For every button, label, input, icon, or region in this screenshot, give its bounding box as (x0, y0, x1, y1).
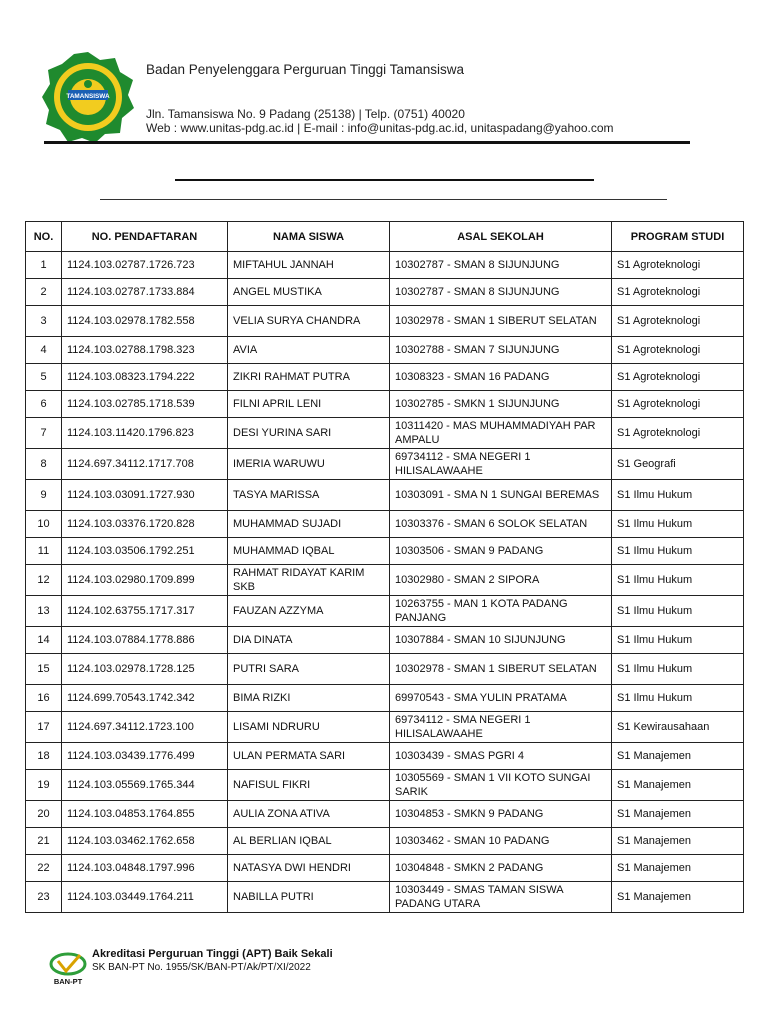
cell-student-name: MUHAMMAD IQBAL (228, 538, 390, 565)
cell-school: 10302978 - SMAN 1 SIBERUT SELATAN (390, 654, 612, 685)
table-row (26, 855, 744, 882)
column-header-no: NO. (26, 222, 62, 252)
cell-registration-number: 1124.103.03439.1776.499 (62, 743, 228, 770)
cell-student-name: LISAMI NDRURU (228, 712, 390, 743)
cell-no: 3 (26, 306, 62, 337)
cell-no: 2 (26, 279, 62, 306)
cell-registration-number: 1124.103.04848.1797.996 (62, 855, 228, 882)
cell-student-name: ANGEL MUSTIKA (228, 279, 390, 306)
column-header-name: NAMA SISWA (228, 222, 390, 252)
cell-registration-number: 1124.103.03091.1727.930 (62, 480, 228, 511)
title-rule-top (175, 179, 594, 181)
web-email-line: Web : www.unitas-pdg.ac.id | E-mail : info@unitas-pdg.ac.id, unitaspadang@yahoo.com (146, 121, 614, 135)
cell-program: S1 Ilmu Hukum (612, 654, 744, 685)
table-row (26, 337, 744, 364)
cell-registration-number: 1124.103.05569.1765.344 (62, 770, 228, 801)
cell-no: 6 (26, 391, 62, 418)
cell-no: 21 (26, 828, 62, 855)
cell-no: 12 (26, 565, 62, 596)
cell-student-name: MIFTAHUL JANNAH (228, 252, 390, 279)
cell-no: 11 (26, 538, 62, 565)
cell-program: S1 Manajemen (612, 882, 744, 913)
cell-program: S1 Agroteknologi (612, 252, 744, 279)
cell-no: 17 (26, 712, 62, 743)
decree-text: SK BAN-PT No. 1955/SK/BAN-PT/Ak/PT/XI/2022 (92, 962, 311, 973)
table-row (26, 654, 744, 685)
cell-program: S1 Agroteknologi (612, 391, 744, 418)
organization-name: Badan Penyelenggara Perguruan Tinggi Tamansiswa (146, 62, 464, 77)
cell-program: S1 Geografi (612, 449, 744, 480)
cell-registration-number: 1124.103.03376.1720.828 (62, 511, 228, 538)
cell-no: 5 (26, 364, 62, 391)
cell-registration-number: 1124.103.03462.1762.658 (62, 828, 228, 855)
table-row (26, 418, 744, 449)
cell-no: 14 (26, 627, 62, 654)
cell-school: 10304848 - SMKN 2 PADANG (390, 855, 612, 882)
cell-student-name: AVIA (228, 337, 390, 364)
table-row (26, 279, 744, 306)
table-row (26, 565, 744, 596)
cell-program: S1 Ilmu Hukum (612, 596, 744, 627)
cell-registration-number: 1124.103.02978.1728.125 (62, 654, 228, 685)
cell-student-name: ULAN PERMATA SARI (228, 743, 390, 770)
cell-student-name: NABILLA PUTRI (228, 882, 390, 913)
cell-registration-number: 1124.103.07884.1778.886 (62, 627, 228, 654)
cell-no: 1 (26, 252, 62, 279)
cell-school: 10303091 - SMA N 1 SUNGAI BEREMAS (390, 480, 612, 511)
table-row (26, 882, 744, 913)
cell-no: 22 (26, 855, 62, 882)
cell-school: 10302787 - SMAN 8 SIJUNJUNG (390, 252, 612, 279)
cell-registration-number: 1124.697.34112.1723.100 (62, 712, 228, 743)
column-header-program: PROGRAM STUDI (612, 222, 744, 252)
cell-program: S1 Manajemen (612, 743, 744, 770)
cell-program: S1 Agroteknologi (612, 337, 744, 364)
cell-program: S1 Ilmu Hukum (612, 685, 744, 712)
cell-no: 9 (26, 480, 62, 511)
table-row (26, 538, 744, 565)
table-row (26, 511, 744, 538)
tamansiswa-logo (40, 50, 136, 144)
column-header-school: ASAL SEKOLAH (390, 222, 612, 252)
cell-school: 10302980 - SMAN 2 SIPORA (390, 565, 612, 596)
header-divider (44, 141, 690, 144)
cell-school: 10304853 - SMKN 9 PADANG (390, 801, 612, 828)
cell-program: S1 Agroteknologi (612, 279, 744, 306)
cell-program: S1 Agroteknologi (612, 418, 744, 449)
cell-program: S1 Ilmu Hukum (612, 565, 744, 596)
cell-no: 10 (26, 511, 62, 538)
cell-student-name: TASYA MARISSA (228, 480, 390, 511)
cell-no: 7 (26, 418, 62, 449)
cell-program: S1 Agroteknologi (612, 364, 744, 391)
cell-no: 19 (26, 770, 62, 801)
table-row (26, 743, 744, 770)
cell-school: 10302788 - SMAN 7 SIJUNJUNG (390, 337, 612, 364)
cell-student-name: PUTRI SARA (228, 654, 390, 685)
cell-student-name: FAUZAN AZZYMA (228, 596, 390, 627)
cell-student-name: DESI YURINA SARI (228, 418, 390, 449)
cell-registration-number: 1124.103.03506.1792.251 (62, 538, 228, 565)
cell-school: 10303449 - SMAS TAMAN SISWA PADANG UTARA (390, 882, 612, 913)
cell-school: 10311420 - MAS MUHAMMADIYAH PAR AMPALU (390, 418, 612, 449)
cell-registration-number: 1124.103.02787.1726.723 (62, 252, 228, 279)
cell-no: 23 (26, 882, 62, 913)
table-row (26, 685, 744, 712)
cell-no: 15 (26, 654, 62, 685)
cell-registration-number: 1124.103.02978.1782.558 (62, 306, 228, 337)
cell-student-name: FILNI APRIL LENI (228, 391, 390, 418)
ban-pt-logo (48, 951, 88, 987)
accreditation-text: Akreditasi Perguruan Tinggi (APT) Baik Sekali (92, 948, 333, 960)
cell-school: 10303376 - SMAN 6 SOLOK SELATAN (390, 511, 612, 538)
title-rule-bottom (100, 199, 667, 200)
cell-registration-number: 1124.103.02788.1798.323 (62, 337, 228, 364)
cell-registration-number: 1124.103.02787.1733.884 (62, 279, 228, 306)
cell-student-name: ZIKRI RAHMAT PUTRA (228, 364, 390, 391)
svg-text:TAMANSISWA: TAMANSISWA (66, 93, 110, 100)
cell-program: S1 Manajemen (612, 770, 744, 801)
table-row (26, 480, 744, 511)
table-row (26, 306, 744, 337)
cell-school: 10302787 - SMAN 8 SIJUNJUNG (390, 279, 612, 306)
cell-school: 10303506 - SMAN 9 PADANG (390, 538, 612, 565)
table-row (26, 828, 744, 855)
cell-registration-number: 1124.103.11420.1796.823 (62, 418, 228, 449)
cell-student-name: AULIA ZONA ATIVA (228, 801, 390, 828)
cell-registration-number: 1124.697.34112.1717.708 (62, 449, 228, 480)
table-row (26, 391, 744, 418)
table-row (26, 770, 744, 801)
cell-school: 10263755 - MAN 1 KOTA PADANG PANJANG (390, 596, 612, 627)
cell-program: S1 Ilmu Hukum (612, 538, 744, 565)
address-line: Jln. Tamansiswa No. 9 Padang (25138) | Telp. (0751) 40020 (146, 107, 465, 121)
cell-school: 10307884 - SMAN 10 SIJUNJUNG (390, 627, 612, 654)
cell-student-name: VELIA SURYA CHANDRA (228, 306, 390, 337)
cell-no: 13 (26, 596, 62, 627)
cell-student-name: MUHAMMAD SUJADI (228, 511, 390, 538)
table-row (26, 252, 744, 279)
table-row (26, 627, 744, 654)
table-row (26, 712, 744, 743)
column-header-registration: NO. PENDAFTARAN (62, 222, 228, 252)
cell-no: 16 (26, 685, 62, 712)
cell-program: S1 Manajemen (612, 801, 744, 828)
cell-student-name: DIA DINATA (228, 627, 390, 654)
cell-program: S1 Ilmu Hukum (612, 480, 744, 511)
cell-no: 18 (26, 743, 62, 770)
table-header-row (26, 222, 744, 252)
table-row (26, 364, 744, 391)
cell-school: 69734112 - SMA NEGERI 1 HILISALAWAAHE (390, 449, 612, 480)
cell-no: 20 (26, 801, 62, 828)
cell-program: S1 Kewirausahaan (612, 712, 744, 743)
cell-student-name: RAHMAT RIDAYAT KARIM SKB (228, 565, 390, 596)
cell-program: S1 Ilmu Hukum (612, 511, 744, 538)
cell-registration-number: 1124.103.03449.1764.211 (62, 882, 228, 913)
cell-student-name: NAFISUL FIKRI (228, 770, 390, 801)
cell-program: S1 Agroteknologi (612, 306, 744, 337)
table-row (26, 596, 744, 627)
cell-school: 10302978 - SMAN 1 SIBERUT SELATAN (390, 306, 612, 337)
cell-school: 10302785 - SMKN 1 SIJUNJUNG (390, 391, 612, 418)
cell-registration-number: 1124.103.04853.1764.855 (62, 801, 228, 828)
cell-school: 69970543 - SMA YULIN PRATAMA (390, 685, 612, 712)
cell-registration-number: 1124.103.08323.1794.222 (62, 364, 228, 391)
cell-student-name: AL BERLIAN IQBAL (228, 828, 390, 855)
table-row (26, 449, 744, 480)
cell-no: 4 (26, 337, 62, 364)
cell-program: S1 Manajemen (612, 855, 744, 882)
svg-text:BAN-PT: BAN-PT (53, 977, 83, 986)
cell-student-name: NATASYA DWI HENDRI (228, 855, 390, 882)
cell-registration-number: 1124.103.02785.1718.539 (62, 391, 228, 418)
cell-registration-number: 1124.699.70543.1742.342 (62, 685, 228, 712)
cell-school: 69734112 - SMA NEGERI 1 HILISALAWAAHE (390, 712, 612, 743)
cell-school: 10303462 - SMAN 10 PADANG (390, 828, 612, 855)
cell-program: S1 Ilmu Hukum (612, 627, 744, 654)
cell-registration-number: 1124.103.02980.1709.899 (62, 565, 228, 596)
table-row (26, 801, 744, 828)
cell-school: 10308323 - SMAN 16 PADANG (390, 364, 612, 391)
student-table (25, 221, 744, 913)
cell-program: S1 Manajemen (612, 828, 744, 855)
cell-student-name: IMERIA WARUWU (228, 449, 390, 480)
cell-school: 10305569 - SMAN 1 VII KOTO SUNGAI SARIK (390, 770, 612, 801)
cell-no: 8 (26, 449, 62, 480)
cell-registration-number: 1124.102.63755.1717.317 (62, 596, 228, 627)
cell-school: 10303439 - SMAS PGRI 4 (390, 743, 612, 770)
cell-student-name: BIMA RIZKI (228, 685, 390, 712)
